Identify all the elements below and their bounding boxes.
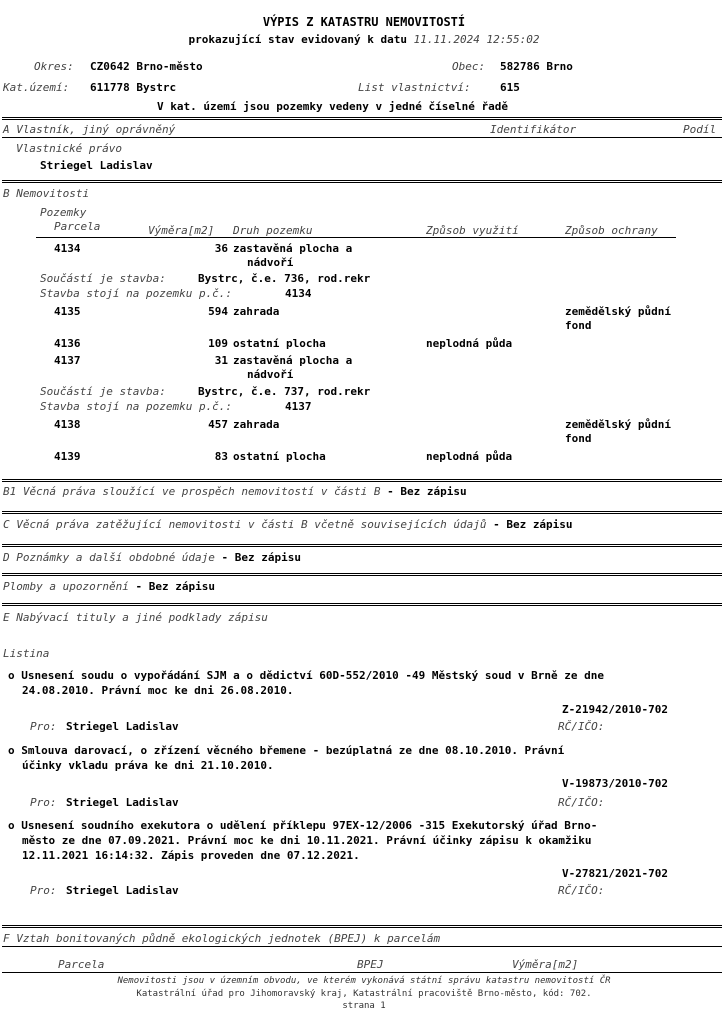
listina-text: účinky vkladu práva ke dni 21.10.2010.	[22, 759, 274, 772]
stavba-label: Součástí je stavba:	[40, 385, 166, 398]
divider	[2, 972, 722, 973]
page-number: strana 1	[342, 1001, 386, 1011]
parcel-type: zastavěná plocha a	[233, 354, 353, 367]
ku-label: Kat.území:	[3, 81, 70, 94]
section-c-title: C Věcná práva zatěžující nemovitosti v části B včetně souvisejících údajů	[3, 518, 487, 531]
parcel-type: ostatní plocha	[233, 450, 326, 463]
document-title: VÝPIS Z KATASTRU NEMOVITOSTÍ	[262, 15, 466, 29]
parcel-protection: zemědělský půdní	[565, 418, 671, 431]
lv-label: List vlastnictví:	[358, 81, 471, 94]
parcel-number: 4136	[54, 337, 81, 350]
listina-text: o Usnesení soudu o vypořádání SJM a o dědictví 60D-552/2010 -49 Městský soud v Brně ze dne	[8, 669, 605, 682]
footer-line-2: Katastrální úřad pro Jihomoravský kraj, Katastrální pracoviště Brno-město, kód: 702.	[136, 989, 592, 999]
pozemky-label: Pozemky	[40, 206, 87, 219]
vlastnicke-pravo-label: Vlastnické právo	[16, 142, 122, 155]
footer-line-1: Nemovitosti jsou v územním obvodu, ve kterém vykonává státní správu katastru nemovitostí ČR	[117, 976, 611, 986]
rc-label: RČ/IČO:	[558, 720, 605, 733]
col-identifikator: Identifikátor	[490, 123, 577, 136]
section-c	[3, 518, 573, 531]
divider	[2, 117, 722, 120]
stoji-label: Stavba stojí na pozemku p.č.:	[40, 400, 233, 413]
document-subtitle	[0, 33, 728, 46]
listina-text: o Usnesení soudního exekutora o udělení příklepu 97EX-12/2006 -315 Exekutorský úřad Brno-	[8, 819, 598, 832]
parcel-area: 31	[214, 354, 228, 367]
divider	[2, 137, 722, 138]
divider	[2, 603, 722, 606]
obec-label: Obec:	[452, 60, 486, 73]
listina-ref: V-19873/2010-702	[562, 777, 668, 790]
divider	[2, 479, 722, 482]
section-e-title: E Nabývací tituly a jiné podklady zápisu	[3, 611, 268, 624]
listina-ref: V-27821/2021-702	[562, 867, 668, 880]
section-d-value: - Bez zápisu	[221, 551, 302, 564]
parcel-number: 4134	[54, 242, 81, 255]
parcel-area: 457	[208, 418, 228, 431]
plomby-title: Plomby a upozornění	[3, 580, 129, 593]
stoji-label: Stavba stojí na pozemku p.č.:	[40, 287, 233, 300]
divider	[2, 511, 722, 514]
stavba-value: Bystrc, č.e. 736, rod.rekr	[198, 272, 371, 285]
section-c-value: - Bez zápisu	[493, 518, 573, 531]
rc-label: RČ/IČO:	[558, 796, 605, 809]
rc-label: RČ/IČO:	[558, 884, 605, 897]
section-b1-title: B1 Věcná práva sloužící ve prospěch nemovitostí v části B	[3, 485, 381, 498]
col-f-vymera: Výměra[m2]	[512, 958, 579, 971]
pro-value: Striegel Ladislav	[66, 884, 179, 897]
col-druh-pozemku: Druh pozemku	[233, 224, 313, 237]
parcel-number: 4135	[54, 305, 81, 318]
listina-label: Listina	[3, 647, 50, 660]
divider	[2, 544, 722, 547]
parcel-type-cont: nádvoří	[247, 256, 294, 269]
parcel-number: 4138	[54, 418, 81, 431]
listina-text: město ze dne 07.09.2021. Právní moc ke dni 10.11.2021. Právní účinky zápisu k okamžiku	[22, 834, 592, 847]
ku-value: 611778 Bystrc	[90, 81, 177, 94]
parcel-protection-cont: fond	[565, 432, 592, 445]
section-f-title: F Vztah bonitovaných půdně ekologických jednotek (BPEJ) k parcelám	[3, 932, 441, 945]
divider	[2, 925, 722, 928]
pro-value: Striegel Ladislav	[66, 720, 179, 733]
listina-text: 12.11.2021 16:14:32. Zápis proveden dne 07.12.2021.	[22, 849, 360, 862]
pro-label: Pro:	[30, 796, 57, 809]
listina-text: 24.08.2010. Právní moc ke dni 26.08.2010.	[22, 684, 294, 697]
plomby-value: - Bez zápisu	[135, 580, 215, 593]
listina-ref: Z-21942/2010-702	[562, 703, 668, 716]
section-b1-value: - Bez zápisu	[387, 485, 467, 498]
okres-value: CZ0642 Brno-město	[90, 60, 203, 73]
parcel-protection-cont: fond	[565, 319, 592, 332]
parcel-type: ostatní plocha	[233, 337, 326, 350]
stavba-value: Bystrc, č.e. 737, rod.rekr	[198, 385, 371, 398]
parcel-area: 36	[214, 242, 228, 255]
parcel-type: zahrada	[233, 305, 280, 318]
col-zpusob-ochrany: Způsob ochrany	[565, 224, 658, 237]
numbering-note: V kat. území jsou pozemky vedeny v jedné číselné řadě	[157, 100, 508, 113]
pro-label: Pro:	[30, 720, 57, 733]
stoji-value: 4134	[285, 287, 312, 300]
col-f-parcela: Parcela	[58, 958, 105, 971]
pro-label: Pro:	[30, 884, 57, 897]
col-parcela: Parcela	[54, 220, 101, 233]
okres-label: Okres:	[34, 60, 74, 73]
stoji-value: 4137	[285, 400, 312, 413]
parcel-type: zahrada	[233, 418, 280, 431]
parcel-usage: neplodná půda	[426, 450, 513, 463]
divider	[2, 946, 722, 947]
lv-value: 615	[500, 81, 520, 94]
parcel-usage: neplodná půda	[426, 337, 513, 350]
subtitle-date: 11.11.2024 12:55:02	[413, 33, 540, 46]
parcel-protection: zemědělský půdní	[565, 305, 671, 318]
plomby	[3, 580, 215, 593]
section-a-title: A Vlastník, jiný oprávněný	[3, 123, 176, 136]
section-d-title: D Poznámky a další obdobné údaje	[3, 551, 215, 564]
parcel-number: 4137	[54, 354, 81, 367]
section-b-title: B Nemovitosti	[3, 187, 90, 200]
parcel-area: 594	[208, 305, 228, 318]
section-b1	[3, 485, 467, 498]
listina-text: o Smlouva darovací, o zřízení věcného břemene - bezúplatná ze dne 08.10.2010. Právní	[8, 744, 565, 757]
divider	[2, 573, 722, 576]
parcel-area: 83	[214, 450, 228, 463]
pro-value: Striegel Ladislav	[66, 796, 179, 809]
obec-value: 582786 Brno	[500, 60, 573, 73]
col-vymera: Výměra[m2]	[148, 224, 215, 237]
subtitle-text: prokazující stav evidovaný k datu	[188, 33, 408, 46]
section-d	[3, 551, 301, 564]
parcel-number: 4139	[54, 450, 81, 463]
col-f-bpej: BPEJ	[357, 958, 384, 971]
col-podil: Podíl	[683, 123, 717, 136]
parcel-type: zastavěná plocha a	[233, 242, 353, 255]
table-header-underline	[36, 237, 676, 238]
parcel-type-cont: nádvoří	[247, 368, 294, 381]
col-zpusob-vyuziti: Způsob využití	[426, 224, 519, 237]
parcel-area: 109	[208, 337, 228, 350]
owner-name: Striegel Ladislav	[40, 159, 153, 172]
divider	[2, 180, 722, 183]
stavba-label: Součástí je stavba:	[40, 272, 166, 285]
